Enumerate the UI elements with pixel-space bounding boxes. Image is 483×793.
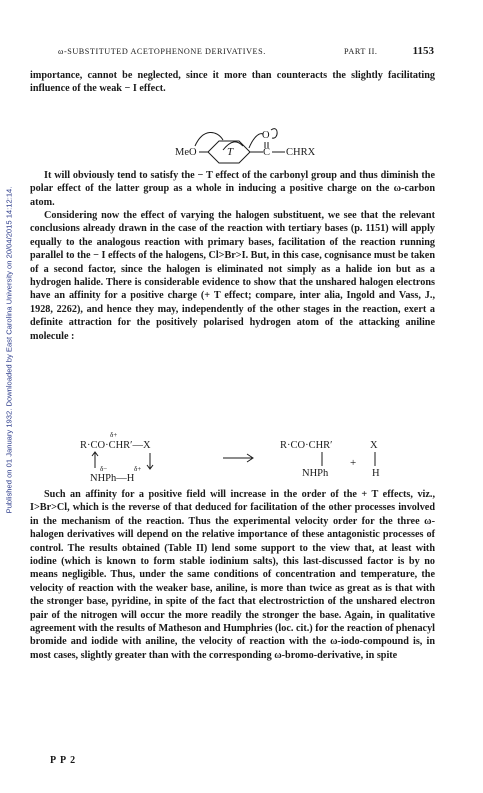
electron-shift-arrow-4	[271, 129, 277, 139]
formula-carbon: C	[263, 147, 271, 158]
signature-mark: P P 2	[50, 755, 77, 766]
plus-sign: +	[350, 457, 357, 469]
formula-oxygen: O	[262, 130, 270, 141]
paragraph-4: Such an affinity for a positive field will increase in the order of the + T effects, viz., I>Br>Cl, which is the reverse of that deduced for facilitation of the other processes involved in the mechanism of the reaction. Thus the experimental velocity order for the three ω-halogen derivatives will depend on the relative importance of these antagonistic processes of control. The results obtained (Table II) lend some support to the view that, at least with iodine (which is known to form stable iodinium salts), this last-discussed factor is by no means negligible. Thus, under the same conditions of concentration and temperature, the velocity of reaction with the weaker base, aniline, is more than twice as great as is that with the stronger base, pyridine, in spite of the fact that electrostriction of the unshared electron pair of the nitrogen will occur the more readily the stronger the base. Again, in qualitative agreement with the results of Matheson and Humphries (loc. cit.) for the reaction of phenacyl bromide and iodide with aniline, the velocity of reaction with the ω-iodo-compound is, in most cases, slightly greater than with the corresponding ω-bromo-derivative, in spite	[30, 489, 435, 661]
page-number: 1153	[412, 45, 434, 57]
formula-chrx: CHRX	[286, 147, 316, 158]
running-title: ω-SUBSTITUTED ACETOPHENONE DERIVATIVES.	[58, 47, 266, 56]
ring-t-label: T	[227, 146, 234, 158]
left-top-formula: R·CO·CHR′—X	[80, 440, 151, 451]
download-citation-sidebar	[2, 70, 16, 630]
electron-shift-arrow-1	[195, 132, 223, 146]
right-top-formula: R·CO·CHR′	[280, 440, 333, 451]
methoxy-phenacyl-formula	[175, 118, 365, 168]
page-header	[58, 46, 434, 60]
formula-meo: MeO	[175, 147, 197, 158]
paragraph-3: Considering now the effect of varying the halogen substituent, we see that the relevant conclusions already drawn in the case of the reaction with tertiary bases (p. 1151) will apply equally to the analogous reaction with primary bases, facilitation of the reaction running parallel to the − I effects of the halogens, Cl>Br>I. But, in this case, cognisance must be taken of a second factor, since the halogen is eliminated not simply as a halide ion but as a hydrogen halide. There is considerable evidence to show that the unshared halogen electrons have an affinity for a positive charge (+ T effect; compare, inter alia, Ingold and Vass, J., 1928, 2262), and hence they may, independently of the other stages in the reaction, exert a definite attraction for the positively polarised hydrogen atom of the attacking aniline molecule :	[30, 210, 435, 342]
aniline-attraction-scheme	[80, 428, 410, 486]
left-bottom-formula: NHPh—H	[90, 473, 135, 484]
delta-plus-hydrogen: δ+	[134, 465, 142, 473]
paragraph-2: It will obviously tend to satisfy the − T effect of the carbonyl group and thus diminish the polar effect of the latter group as a whole in inducing a positive charge on the ω-carbon atom.	[30, 170, 435, 208]
delta-plus-carbon: δ+	[110, 431, 118, 439]
part-label: PART II.	[344, 47, 378, 56]
delta-minus-nitrogen: δ−	[100, 465, 108, 473]
electron-shift-arrow-3	[249, 134, 263, 148]
right-nhph: NHPh	[302, 468, 329, 479]
citation-text: Published on 01 January 1932. Downloaded by East Carolina University on 20/04/2015 14:12:14.	[4, 186, 14, 514]
right-halogen: X	[370, 440, 378, 451]
paragraph-1: importance, cannot be neglected, since it more than counteracts the slightly facilitating influence of the weak − I effect.	[30, 70, 435, 95]
right-hydrogen: H	[372, 468, 380, 479]
